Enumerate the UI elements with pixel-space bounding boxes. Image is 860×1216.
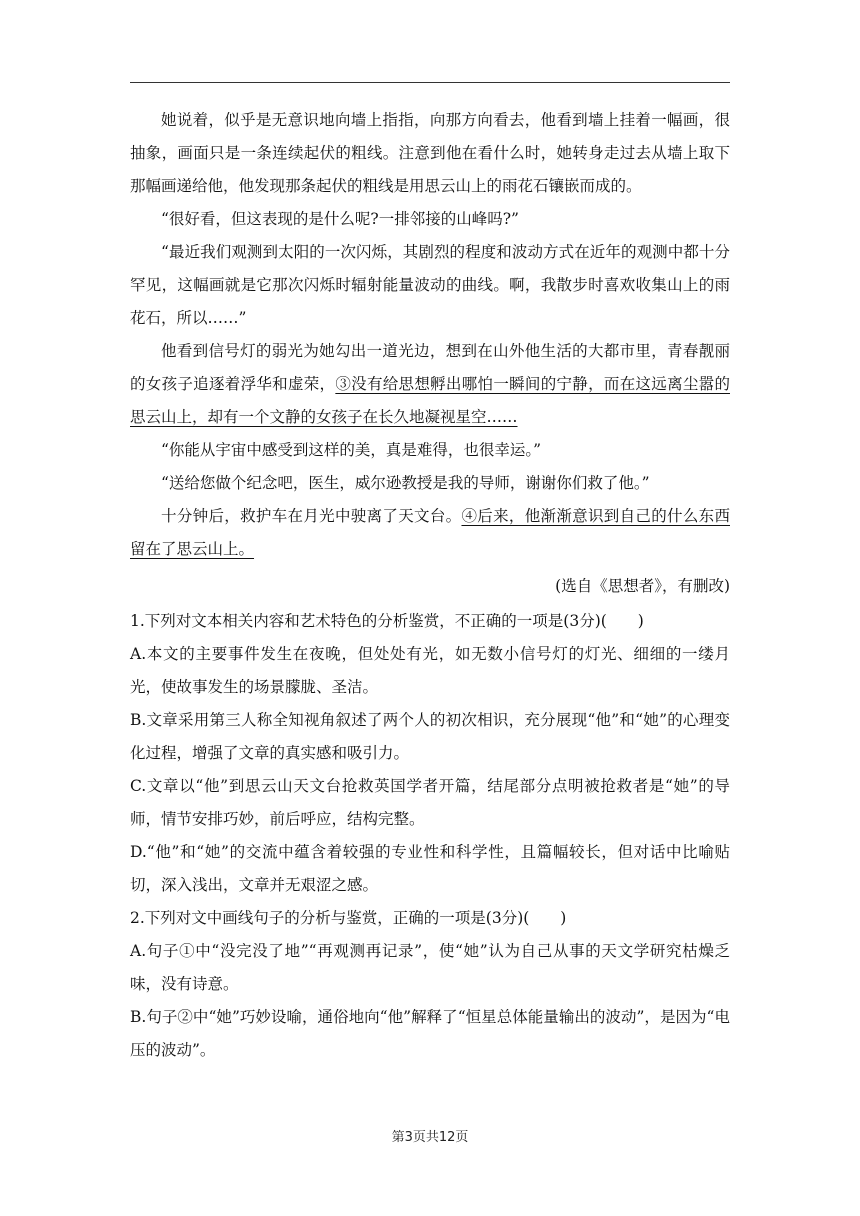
question-2-stem: 2.下列对文中画线句子的分析与鉴赏，正确的一项是(3分)( ) [130,909,567,927]
source-citation: (选自《思想者》，有删改) [555,577,730,595]
passage-dialogue-4: “送给您做个纪念吧，医生，威尔逊教授是我的导师，谢谢你们救了他。” [161,474,650,492]
passage-text: 十分钟后，救护车在月光中驶离了天文台。 [161,507,462,525]
header-rule [130,82,730,83]
passage-text: 他看到信号灯的弱光为她勾出一道光边，想到在山外他生活的大都市里，青春靓丽的女孩子追逐着浮华和虚荣， [130,342,730,393]
passage-dialogue-1: “很好看，但这表现的是什么呢?一排邻接的山峰吗?” [161,210,519,228]
question-2-option-b: B.句子②中“她”巧妙设喻，通俗地向“他”解释了“恒星总体能量输出的波动”，是因为“电压的波动”。 [130,1008,730,1059]
page-number: 第3页共12页 [391,1130,469,1145]
underlined-sentence-3: ③没有给思想孵出哪怕一瞬间的宁静，而在这远离尘嚣的思云山上，却有一个文静的女孩子在长久地凝视星空…… [130,375,730,426]
question-1-option-d: D.“他”和“她”的交流中蕴含着较强的专业性和科学性，且篇幅较长，但对话中比喻贴切，深入浅出，文章并无艰涩之感。 [130,843,730,894]
underlined-sentence-4: ④后来，他渐渐意识到自己的什么东西留在了思云山上。 [130,507,730,558]
passage-dialogue-2: “最近我们观测到太阳的一次闪烁，其剧烈的程度和波动方式在近年的观测中都十分罕见，这幅画就是它那次闪烁时辐射能量波动的曲线。啊，我散步时喜欢收集山上的雨花石，所以……” [130,243,730,327]
question-1-option-b: B.文章采用第三人称全知视角叙述了两个人的初次相识，充分展现“他”和“她”的心理变化过程，增强了文章的真实感和吸引力。 [130,711,730,762]
document-body [130,104,730,1067]
passage-dialogue-3: “你能从宇宙中感受到这样的美，真是难得，也很幸运。” [161,441,542,459]
passage-paragraph-1: 她说着，似乎是无意识地向墙上指指，向那方向看去，他看到墙上挂着一幅画，很抽象，画面只是一条连续起伏的粗线。注意到他在看什么时，她转身走过去从墙上取下那幅画递给他，他发现那条起伏的粗线是用思云山上的雨花石镶嵌而成的。 [130,111,730,195]
question-1-option-c: C.文章以“他”到思云山天文台抢救英国学者开篇，结尾部分点明被抢救者是“她”的导师，情节安排巧妙，前后呼应，结构完整。 [130,777,730,828]
question-1-option-a: A.本文的主要事件发生在夜晚，但处处有光，如无数小信号灯的灯光、细细的一缕月光，使故事发生的场景朦胧、圣洁。 [130,645,730,696]
passage-paragraph-7 [130,500,730,566]
question-1-stem: 1.下列对文本相关内容和艺术特色的分析鉴赏，不正确的一项是(3分)( ) [130,612,644,630]
passage-paragraph-4 [130,335,730,434]
question-2-option-a: A.句子①中“没完没了地”“再观测再记录”，使“她”认为自己从事的天文学研究枯燥乏味，没有诗意。 [130,942,730,993]
